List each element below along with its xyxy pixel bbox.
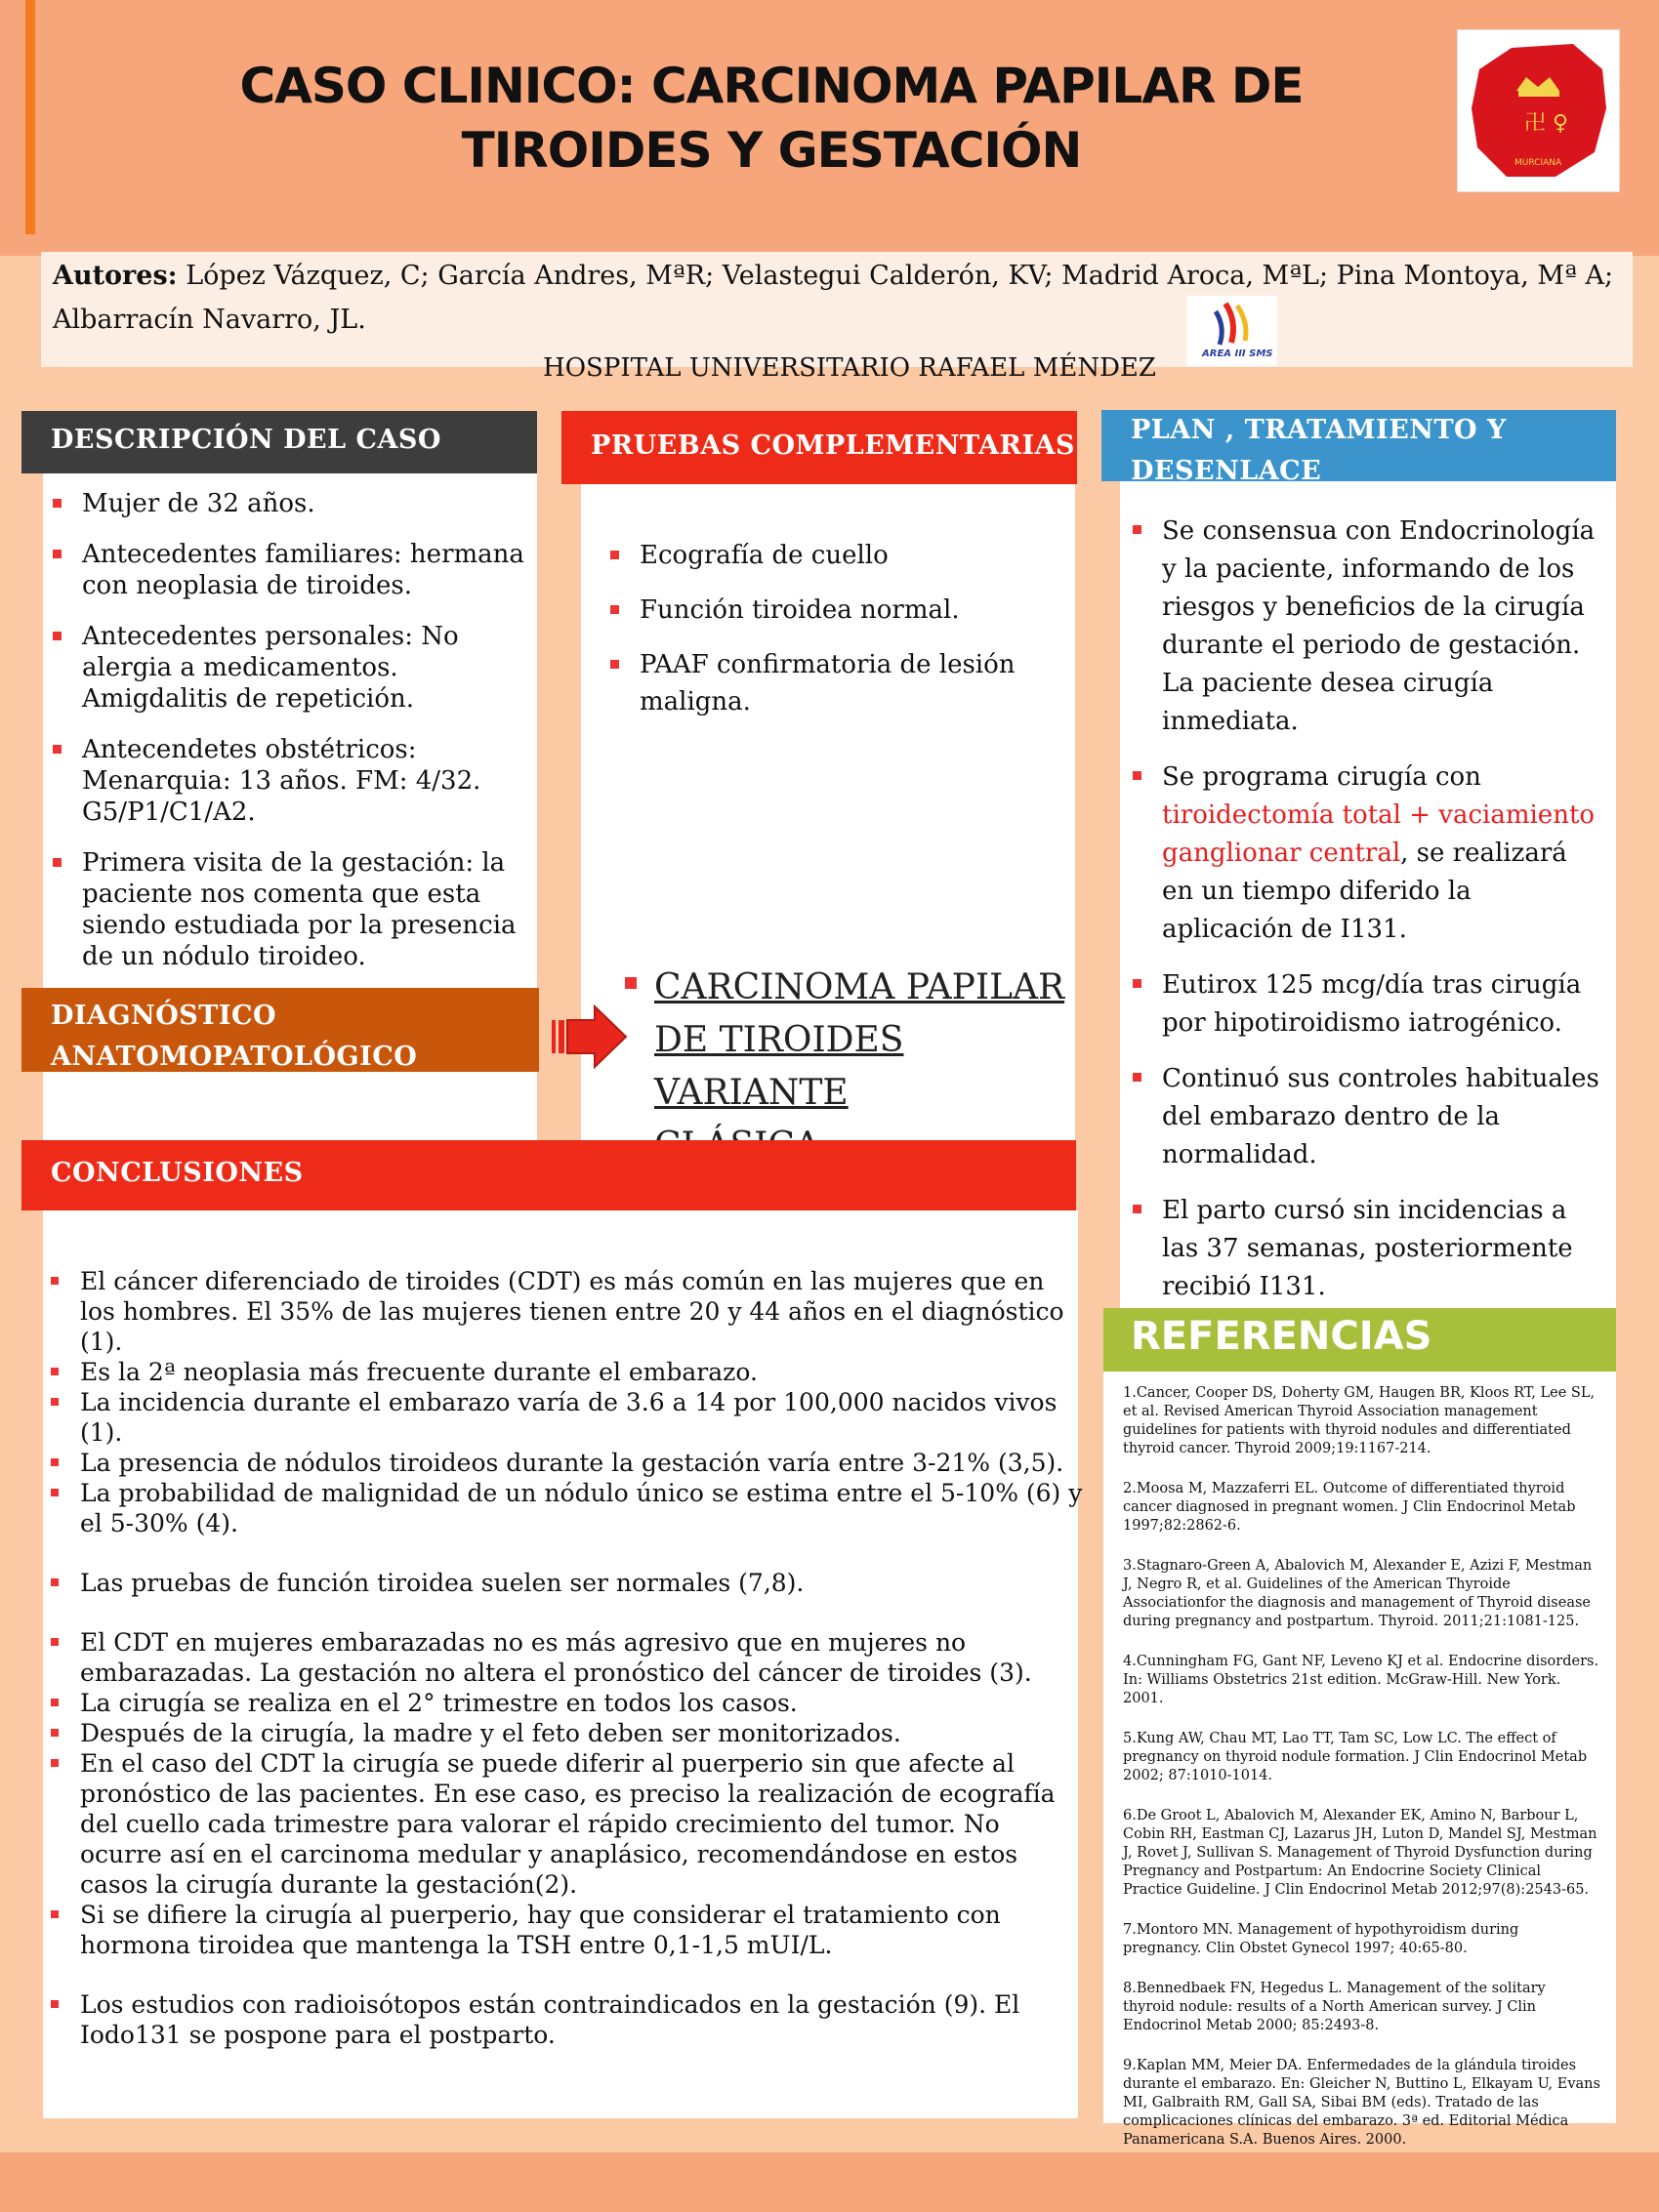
list-item: El CDT en mujeres embarazadas no es más agresivo que en mujeres no embarazadas. La gestación no altera el pronóstico del cáncer de tiroides (3). <box>51 1627 1086 1688</box>
list-item: PAAF confirmatoria de lesión maligna. <box>610 646 1040 720</box>
diagnostico-line-2: DE TIROIDES VARIANTE <box>654 1020 904 1113</box>
diagnostico-heading-line-1: DIAGNÓSTICO <box>51 1001 276 1031</box>
list-item: La cirugía se realiza en el 2° trimestre en todos los casos. <box>51 1688 1086 1718</box>
list-item <box>1133 758 1606 949</box>
plan-item2-start: Se programa cirugía con <box>1162 762 1481 792</box>
plan-heading-line-2: DESENLACE <box>1131 456 1322 486</box>
referencias-list <box>1123 1384 1601 2171</box>
reference-item: 6.De Groot L, Abalovich M, Alexander EK, Amino N, Barbour L, Cobin RH, Eastman CJ, Lazarus JH, Luton D, Mandel SJ, Mestman J, Rovet J, Sullivan S. Management of Thyroid Dysfunction during Pregnancy and Postpartum: An Endocrine Society Clinical Practice Guideline. J Clin Endocrinol Metab 2012;97(8):2543-65. <box>1123 1808 1597 1898</box>
list-item: Mujer de 32 años. <box>53 488 531 519</box>
reference-item: 1.Cancer, Cooper DS, Doherty GM, Haugen BR, Kloos RT, Lee SL, et al. Revised American Thyroid Association management guidelines for patients with thyroid nodules and differentiated thyroid cancer. Thyroid 2009;19:1167-214. <box>1123 1385 1596 1456</box>
list-item: Antecedentes familiares: hermana con neoplasia de tiroides. <box>53 539 531 601</box>
list-item: Antecedentes personales: No alergia a medicamentos. Amigdalitis de repetición. <box>53 621 531 715</box>
descripcion-list <box>53 488 531 992</box>
reference-item: 2.Moosa M, Mazzaferri EL. Outcome of differentiated thyroid cancer diagnosed in pregnant women. J Clin Endocrinol Metab 1997;82:2862-6. <box>1123 1481 1576 1534</box>
university-logo <box>1457 29 1620 192</box>
list-item: La incidencia durante el embarazo varía de 3.6 a 14 por 100,000 nacidos vivos (1). <box>51 1387 1086 1448</box>
authors-names-1: López Vázquez, C; García Andres, MªR; Velastegui Calderón, KV; Madrid Aroca, MªL; Pina Montoya, Mª A; <box>177 261 1614 291</box>
list-item: La probabilidad de malignidad de un nódulo único se estima entre el 5-10% (6) y el 5-30% (4). <box>51 1478 1086 1538</box>
list-item: Es la 2ª neoplasia más frecuente durante el embarazo. <box>51 1357 1086 1387</box>
plan-heading <box>1101 410 1616 486</box>
list-item: Función tiroidea normal. <box>610 592 1040 629</box>
poster-footer <box>0 2152 1659 2212</box>
seal-icon <box>1458 30 1619 191</box>
list-item: Ecografía de cuello <box>610 537 1040 574</box>
list-item: Después de la cirugía, la madre y el feto deben ser monitorizados. <box>51 1718 1086 1748</box>
reference-item: 7.Montoro MN. Management of hypothyroidism during pregnancy. Clin Obstet Gynecol 1997; 40:65-80. <box>1123 1922 1519 1956</box>
authors-label: Autores: <box>53 261 178 291</box>
plan-heading-line-1: PLAN , TRATAMIENTO Y <box>1131 415 1507 445</box>
list-item: En el caso del CDT la cirugía se puede diferir al puerperio sin que afecte al pronóstico de las pacientes. En ese caso, es preciso la realización de ecografía del cuello cada trimestre para valorar el rápido crecimiento del tumor. No ocurre así en el carcinoma medular y anaplásico, recomendándose en estos casos la cirugía durante la gestación(2). <box>51 1748 1086 1900</box>
header-accent-bar <box>25 0 35 234</box>
list-item: Primera visita de la gestación: la paciente nos comenta que esta siendo estudiada por la presencia de un nódulo tiroideo. <box>53 847 531 972</box>
list-item: Antecendetes obstétricos: Menarquia: 13 años. FM: 4/32. G5/P1/C1/A2. <box>53 734 531 828</box>
referencias-heading: REFERENCIAS <box>1131 1314 1432 1359</box>
pruebas-list <box>610 537 1040 738</box>
conclusiones-heading: CONCLUSIONES <box>21 1140 1076 1210</box>
title-line-2: TIROIDES Y GESTACIÓN <box>461 122 1082 179</box>
list-item: El cáncer diferenciado de tiroides (CDT) es más común en las mujeres que en los hombres. El 35% de las mujeres tienen entre 20 y 44 años en el diagnóstico (1). <box>51 1266 1086 1357</box>
authors-text <box>53 254 1615 342</box>
plan-item2-highlight: tiroidectomía total + vaciamiento ganglionar central <box>1162 800 1596 868</box>
diagnostico-heading <box>21 988 539 1072</box>
list-item: La presencia de nódulos tiroideos durante la gestación varía entre 3-21% (3,5). <box>51 1448 1086 1478</box>
reference-item: 5.Kung AW, Chau MT, Lao TT, Tam SC, Low LC. The effect of pregnancy on thyroid nodule formation. J Clin Endocrinol Metab 2002; 87:1010-1014. <box>1123 1731 1588 1783</box>
svg-text:MURCIANA: MURCIANA <box>1514 158 1562 168</box>
arrow-right-icon <box>552 1003 630 1071</box>
list-item: Se consensua con Endocrinología y la paciente, informando de los riesgos y beneficios de la cirugía durante el periodo de gestación. La paciente desea cirugía inmediata. <box>1133 512 1606 741</box>
list-item: El parto cursó sin incidencias a las 37 semanas, posteriormente recibió I131. <box>1133 1192 1606 1306</box>
reference-item: 3.Stagnaro-Green A, Abalovich M, Alexander E, Azizi F, Mestman J, Negro R, et al. Guidelines of the American Thyroide Associationfor the diagnosis and management of Thyroid disease during pregnancy and postpartum. Thyroid. 2011;21:1081-125. <box>1123 1558 1593 1629</box>
plan-list <box>1133 512 1606 1324</box>
diagnostico-line-1: CARCINOMA PAPILAR <box>654 967 1065 1007</box>
list-item: Eutirox 125 mcg/día tras cirugía por hipotiroidismo iatrogénico. <box>1133 966 1606 1043</box>
poster-title <box>137 54 1406 183</box>
list-item: Continuó sus controles habituales del embarazo dentro de la normalidad. <box>1133 1060 1606 1174</box>
reference-item: 8.Bennedbaek FN, Hegedus L. Management of the solitary thyroid nodule: results of a North American survey. J Clin Endocrinol Metab 2000; 85:2493-8. <box>1123 1981 1546 2033</box>
svg-text:AREA III SMS: AREA III SMS <box>1202 348 1273 359</box>
authors-line-2: Albarracín Navarro, JL. <box>53 305 366 335</box>
title-line-1: CASO CLINICO: CARCINOMA PAPILAR DE <box>239 58 1304 114</box>
reference-item: 9.Kaplan MM, Meier DA. Enfermedades de la glándula tiroides durante el embarazo. En: Gleicher N, Buttino L, Elkayam U, Evans MI, Galbraith RM, Gall SA, Sibai BM (eds). Tratado de las complicaciones clínicas del embarazo. 3ª ed. Editorial Médica Panamericana S.A. Buenos Aires. 2000. <box>1123 2058 1600 2148</box>
svg-text:卍 ♀: 卍 ♀ <box>1524 111 1569 136</box>
descripcion-heading: DESCRIPCIÓN DEL CASO <box>21 411 537 473</box>
authors-line-1 <box>53 254 1615 298</box>
list-item: Los estudios con radioisótopos están contraindicados en la gestación (9). El Iodo131 se pospone para el postparto. <box>51 1989 1086 2050</box>
diagnostico-heading-line-2: ANATOMOPATOLÓGICO <box>51 1042 418 1072</box>
list-item: Si se difiere la cirugía al puerperio, hay que considerar el tratamiento con hormona tiroidea que mantenga la TSH entre 0,1-1,5 mUI/L. <box>51 1900 1086 1960</box>
pruebas-heading: PRUEBAS COMPLEMENTARIAS <box>561 411 1077 484</box>
plan-item2-end: , se realizará en un tiempo diferido la aplicación de I131. <box>1162 839 1567 944</box>
reference-item: 4.Cunningham FG, Gant NF, Leveno KJ et al. Endocrine disorders. In: Williams Obstetrics 21st edition. McGraw-Hill. New York. 2001. <box>1123 1654 1599 1706</box>
conclusiones-list <box>51 1266 1086 2050</box>
hospital-name: HOSPITAL UNIVERSITARIO RAFAEL MÉNDEZ <box>543 353 1156 383</box>
list-item: Las pruebas de función tiroidea suelen ser normales (7,8). <box>51 1568 1086 1598</box>
